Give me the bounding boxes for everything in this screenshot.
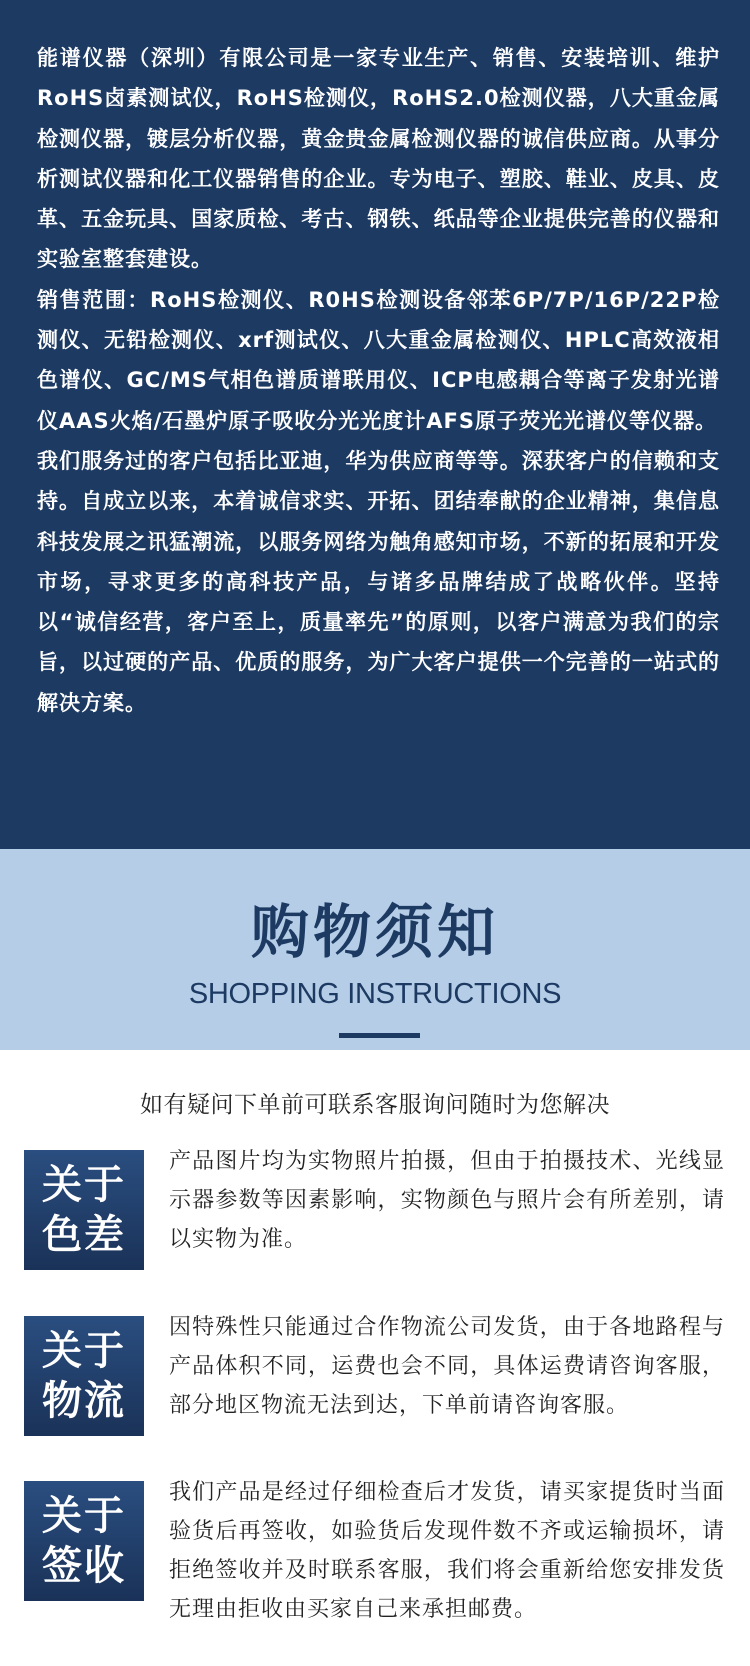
item-label-bottom: 签收 xyxy=(42,1543,126,1589)
item-label-bottom: 物流 xyxy=(42,1378,126,1424)
item-description: 我们产品是经过仔细检查后才发货，请买家提货时当面验货后再签收，如验货后发现件数不齐或运输损坏，请拒绝签收并及时联系客服，我们将会重新给您安排发货无理由拒收由买家自己来承担邮费。 xyxy=(169,1480,725,1622)
contact-notice: 如有疑问下单前可联系客服询问随时为您解决 xyxy=(140,1092,610,1118)
item-label-badge xyxy=(24,1150,144,1270)
item-label-top: 关于 xyxy=(42,1493,126,1539)
shopping-instructions-banner xyxy=(0,849,750,1050)
item-label-top: 关于 xyxy=(42,1162,126,1208)
company-intro-paragraph: 能谱仪器（深圳）有限公司是一家专业生产、销售、安装培训、维护RoHS卤素测试仪，RoHS检测仪，RoHS2.0检测仪器，八大重金属检测仪器，镀层分析仪器，黄金贵金属检测仪器的诚信供应商。从事分析测试仪器和化工仪器销售的企业。专为电子、塑胶、鞋业、皮具、皮革、五金玩具、国家质检、考古、钢铁、纸品等企业提供完善的仪器和实验室整套建设。 xyxy=(37,46,720,272)
item-label-bottom: 色差 xyxy=(42,1212,126,1258)
item-description: 产品图片均为实物照片拍摄，但由于拍摄技术、光线显示器参数等因素影响，实物颜色与照片会有所差别，请以实物为准。 xyxy=(169,1149,725,1252)
item-label-badge xyxy=(24,1481,144,1601)
banner-title: 购物须知 xyxy=(250,898,499,966)
sales-scope-paragraph: 销售范围：RoHS检测仪、R0HS检测设备邻苯6P/7P/16P/22P检测仪、无铅检测仪、xrf测试仪、八大重金属检测仪、HPLC高效液相色谱仪、GC/MS气相色谱质谱联用仪、ICP电感耦合等离子发射光谱仪AAS火焰/石墨炉原子吸收分光光度计AFS原子荧光光谱仪等仪器。 xyxy=(37,287,720,433)
banner-subtitle: SHOPPING INSTRUCTIONS xyxy=(188,978,562,1010)
item-description: 因特殊性只能通过合作物流公司发货，由于各地路程与产品体积不同，运费也会不同，具体运费请咨询客服，部分地区物流无法到达，下单前请咨询客服。 xyxy=(169,1315,725,1418)
item-label-top: 关于 xyxy=(42,1328,126,1374)
banner-underline xyxy=(339,1033,420,1038)
customers-paragraph: 我们服务过的客户包括比亚迪，华为供应商等等。深获客户的信赖和支持。自成立以来，本着诚信求实、开拓、团结奉献的企业精神，集信息科技发展之讯猛潮流，以服务网络为触角感知市场，不新的拓展和开发市场，寻求更多的高科技产品，与诸多品牌结成了战略伙伴。坚持以“诚信经营，客户至上，质量率先”的原则，以客户满意为我们的宗旨，以过硬的产品、优质的服务，为广大客户提供一个完善的一站式的解决方案。 xyxy=(37,448,720,715)
item-label-badge xyxy=(24,1316,144,1436)
